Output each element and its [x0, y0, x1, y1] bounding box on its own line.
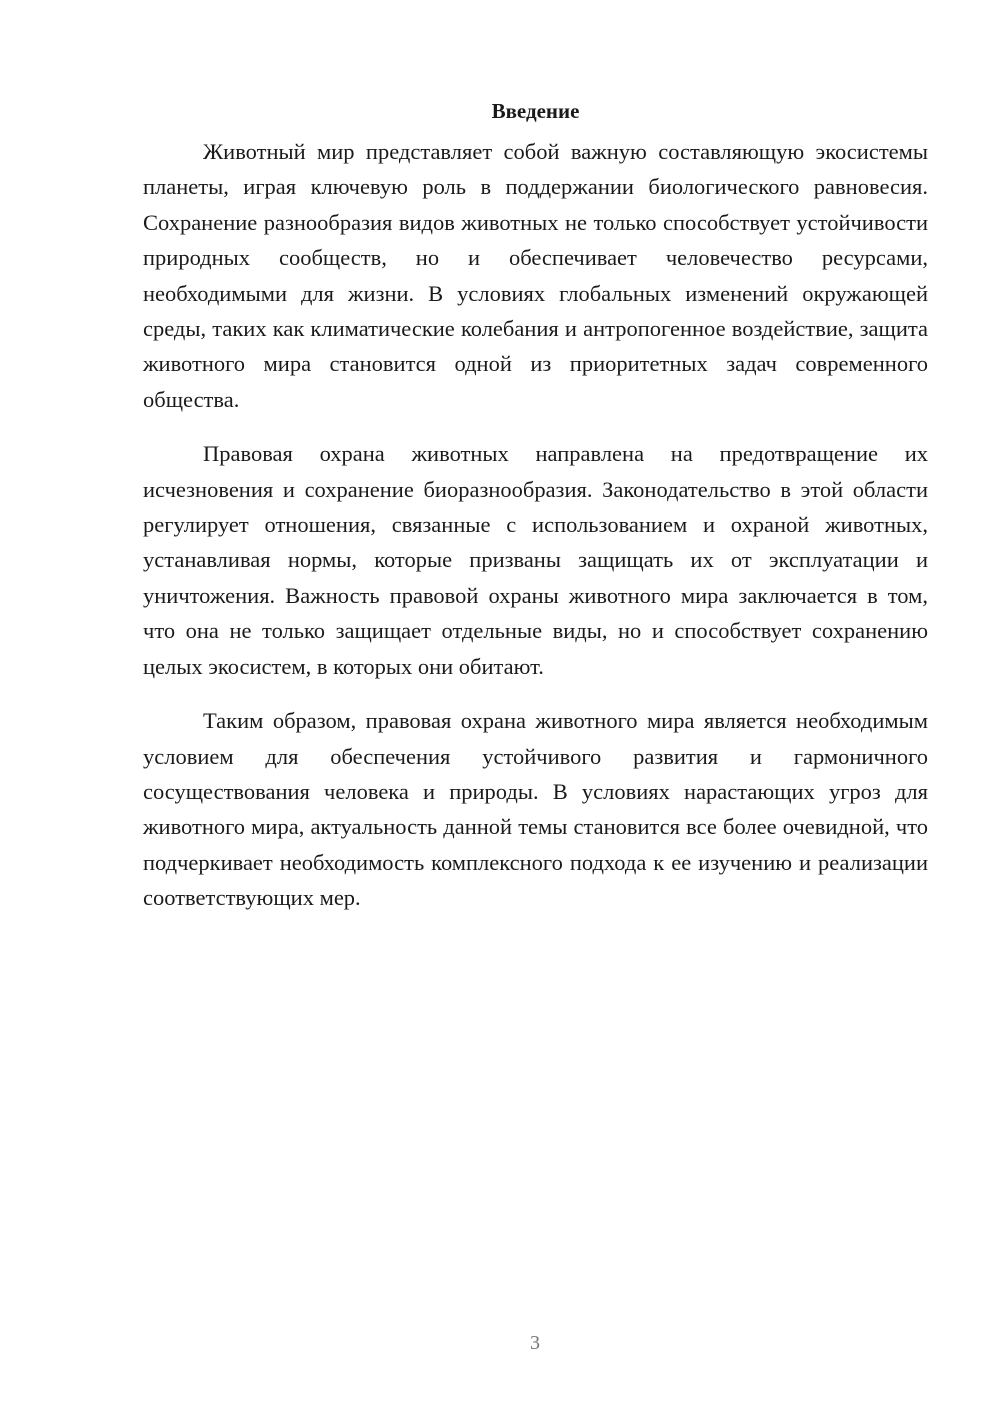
paragraph-3: Таким образом, правовая охрана животного мира является необходимым условием для обеспечения устойчивого развития и гармоничного сосуществования человека и природы. В условиях нарастающих угроз для животного мира, актуальность данной темы становится все более очевидной, что подчеркивает необходимость комплексного подхода к ее изучению и реализации соответствующих мер. — [143, 708, 928, 911]
paragraph-1: Животный мир представляет собой важную составляющую экосистемы планеты, играя ключевую роль в поддержании биологического равновесия. Сохранение разнообразия видов животных не только способствует устойчивости природных сообществ, но и обеспечивает человечество ресурсами, необходимыми для жизни. В условиях глобальных изменений окружающей среды, таких как климатические колебания и антропогенное воздействие, защита животного мира становится одной из приоритетных задач современного общества. — [143, 139, 928, 412]
page-number: 3 — [530, 1332, 540, 1354]
paragraph-2: Правовая охрана животных направлена на предотвращение их исчезновения и сохранение биоразнообразия. Законодательство в этой области регулирует отношения, связанные с использованием и охраной животных, устанавливая нормы, которые призваны защищать их от эксплуатации и уничтожения. Важность правовой охраны животного мира заключается в том, что она не только защищает отдельные виды, но и способствует сохранению целых экосистем, в которых они обитают. — [143, 441, 928, 679]
section-heading: Введение — [491, 99, 580, 123]
document-body — [143, 96, 928, 935]
